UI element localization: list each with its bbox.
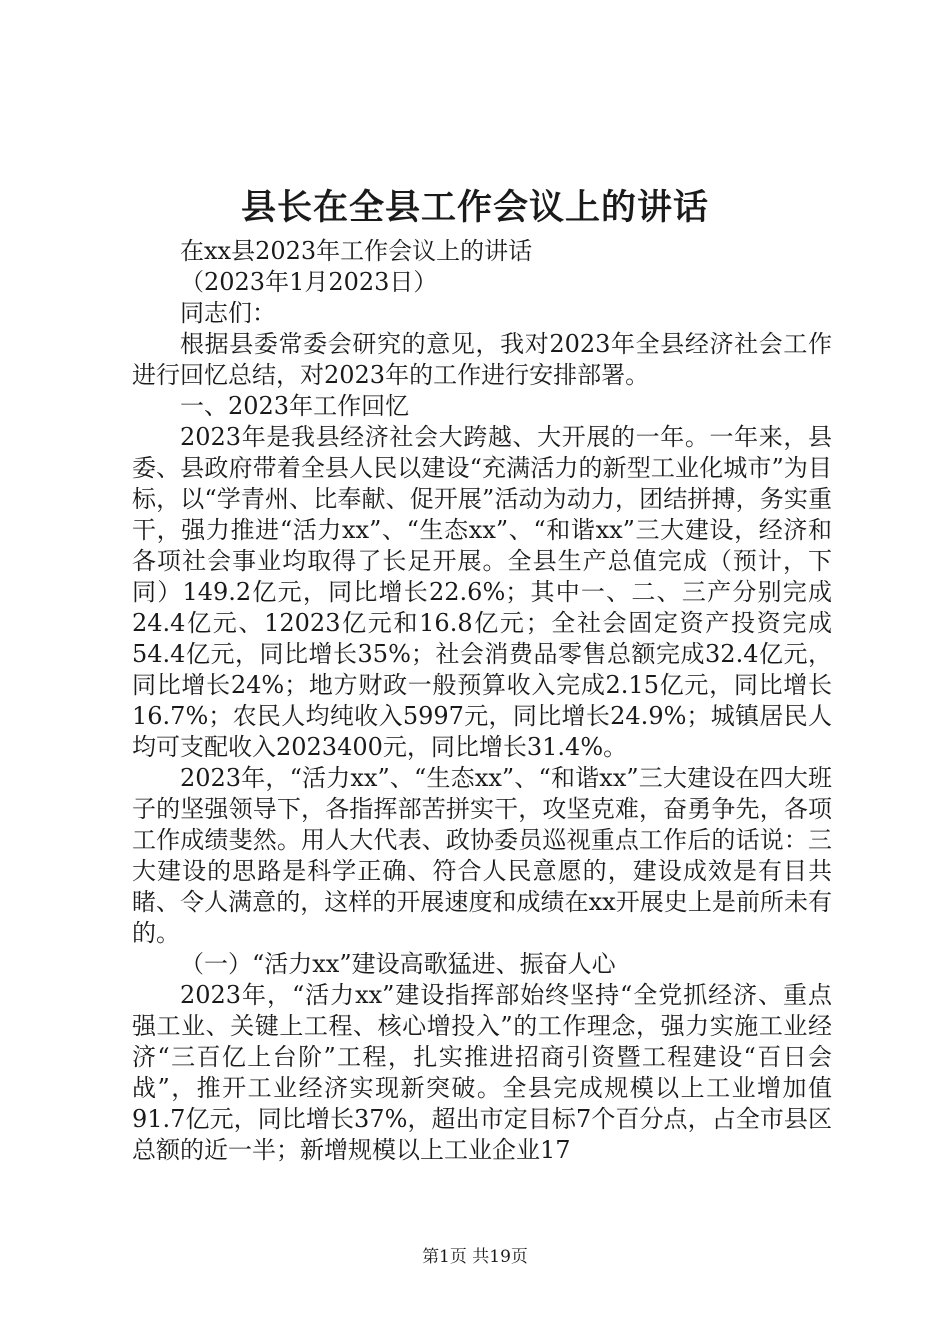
document-body xyxy=(132,236,832,1166)
subsection-heading-1: （一）“活力xx”建设高歌猛进、振奋人心 xyxy=(180,950,616,978)
page-number-footer: 第1页 共19页 xyxy=(422,1247,528,1267)
subtitle-line: 在xx县2023年工作会议上的讲话 xyxy=(180,237,533,265)
body-paragraph: 2023年，“活力xx”、“生态xx”、“和谐xx”三大建设在四大班子的坚强领导下，各指挥部苦拼实干，攻坚克难，奋勇争先，各项工作成绩斐然。用人大代表、政协委员巡视重点工作后的话说：三大建设的思路是科学正确、符合人民意愿的，建设成效是有目共睹、令人满意的，这样的开展速度和成绩在xx开展史上是前所未有的。 xyxy=(132,764,832,947)
document-title: 县长在全县工作会议上的讲话 xyxy=(240,187,709,228)
section-heading-1: 一、2023年工作回忆 xyxy=(180,392,410,420)
body-paragraph: 2023年，“活力xx”建设指挥部始终坚持“全党抓经济、重点强工业、关键上工程、核心增投入”的工作理念，强力实施工业经济“三百亿上台阶”工程，扎实推进招商引资暨工程建设“百日会战”，推开工业经济实现新突破。全县完成规模以上工业增加值91.7亿元，同比增长37%，超出市定目标7个百分点，占全市县区总额的近一半；新增规模以上工业企业17 xyxy=(132,981,832,1164)
intro-paragraph: 根据县委常委会研究的意见，我对2023年全县经济社会工作进行回忆总结，对2023年的工作进行安排部署。 xyxy=(132,330,832,389)
body-paragraph: 2023年是我县经济社会大跨越、大开展的一年。一年来，县委、县政府带着全县人民以建设“充满活力的新型工业化城市”为目标，以“学青州、比奉献、促开展”活动为动力，团结拼搏，务实重干，强力推进“活力xx”、“生态xx”、“和谐xx”三大建设，经济和各项社会事业均取得了长足开展。全县生产总值完成（预计，下同）149.2亿元，同比增长22.6%；其中一、二、三产分别完成24.4亿元、12023亿元和16.8亿元；全社会固定资产投资完成54.4亿元，同比增长35%；社会消费品零售总额完成32.4亿元，同比增长24%；地方财政一般预算收入完成2.15亿元，同比增长16.7%；农民人均纯收入5997元，同比增长24.9%；城镇居民人均可支配收入2023400元，同比增长31.4%。 xyxy=(132,423,832,761)
date-line: （2023年1月2023日） xyxy=(180,268,438,296)
salutation: 同志们： xyxy=(180,299,276,327)
